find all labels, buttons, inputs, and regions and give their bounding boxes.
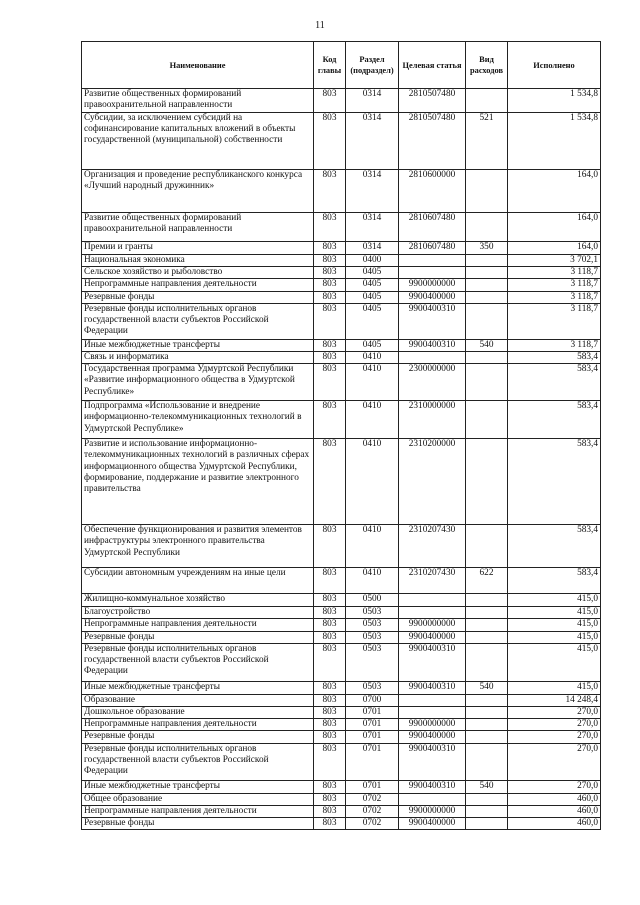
cell-target: 9900400000 (399, 818, 466, 830)
cell-amount: 583,4 (508, 352, 601, 364)
cell-section: 0314 (346, 170, 399, 213)
cell-amount: 583,4 (508, 568, 601, 594)
table-row (82, 694, 601, 706)
cell-target (399, 255, 466, 267)
table-row (82, 364, 601, 401)
cell-type (466, 401, 508, 439)
cell-section: 0410 (346, 352, 399, 364)
cell-target: 2810600000 (399, 170, 466, 213)
cell-target: 9900400000 (399, 731, 466, 743)
cell-code: 803 (314, 242, 346, 255)
cell-code: 803 (314, 401, 346, 439)
cell-section: 0702 (346, 805, 399, 817)
table-row (82, 568, 601, 594)
cell-type (466, 364, 508, 401)
cell-amount: 415,0 (508, 643, 601, 681)
table-row (82, 170, 601, 213)
cell-type (466, 619, 508, 631)
cell-code: 803 (314, 607, 346, 619)
cell-code: 803 (314, 643, 346, 681)
cell-section: 0314 (346, 213, 399, 242)
cell-code: 803 (314, 694, 346, 706)
cell-amount: 415,0 (508, 607, 601, 619)
cell-name: Развитие и использование информационно-телекоммуникационных технологий в различных сферах информационного общества Удмуртской Республики, формирование, поддержание и развитие электронного правительства (82, 439, 314, 525)
cell-name: Иные межбюджетные трансферты (82, 339, 314, 351)
cell-code: 803 (314, 525, 346, 568)
header-amount: Исполнено (508, 42, 601, 89)
cell-amount: 270,0 (508, 743, 601, 780)
cell-section: 0314 (346, 89, 399, 113)
cell-target: 2810607480 (399, 213, 466, 242)
cell-code: 803 (314, 707, 346, 719)
cell-code: 803 (314, 339, 346, 351)
cell-name: Резервные фонды исполнительных органов государственной власти субъектов Российской Федерации (82, 303, 314, 339)
cell-target: 9900000000 (399, 805, 466, 817)
cell-target: 2810507480 (399, 113, 466, 170)
cell-target (399, 793, 466, 805)
cell-section: 0700 (346, 694, 399, 706)
cell-section: 0503 (346, 619, 399, 631)
cell-amount: 583,4 (508, 401, 601, 439)
table-row (82, 643, 601, 681)
cell-code: 803 (314, 439, 346, 525)
cell-target: 9900400310 (399, 339, 466, 351)
cell-type (466, 89, 508, 113)
cell-type (466, 707, 508, 719)
cell-type (466, 303, 508, 339)
table-row (82, 631, 601, 643)
cell-amount: 164,0 (508, 213, 601, 242)
table-row (82, 255, 601, 267)
table-row (82, 681, 601, 694)
table-row (82, 303, 601, 339)
cell-type (466, 607, 508, 619)
cell-section: 0503 (346, 681, 399, 694)
cell-target: 2810607480 (399, 242, 466, 255)
cell-name: Иные межбюджетные трансферты (82, 780, 314, 793)
cell-name: Премии и гранты (82, 242, 314, 255)
cell-amount: 583,4 (508, 525, 601, 568)
cell-code: 803 (314, 805, 346, 817)
table-row (82, 279, 601, 291)
cell-code: 803 (314, 113, 346, 170)
cell-type (466, 719, 508, 731)
cell-section: 0503 (346, 631, 399, 643)
header-type: Вид расходов (466, 42, 508, 89)
cell-name: Субсидии, за исключением субсидий на софинансирование капитальных вложений в объекты государственной (муниципальной) собственности (82, 113, 314, 170)
cell-section: 0410 (346, 568, 399, 594)
cell-section: 0701 (346, 743, 399, 780)
cell-amount: 3 118,7 (508, 279, 601, 291)
cell-amount: 270,0 (508, 707, 601, 719)
cell-section: 0702 (346, 818, 399, 830)
cell-amount: 164,0 (508, 170, 601, 213)
cell-target: 9900400000 (399, 291, 466, 303)
cell-target: 9900400310 (399, 681, 466, 694)
cell-section: 0410 (346, 364, 399, 401)
cell-name: Непрограммные направления деятельности (82, 805, 314, 817)
cell-target: 9900400310 (399, 780, 466, 793)
cell-code: 803 (314, 631, 346, 643)
cell-name: Развитие общественных формирований правоохранительной направленности (82, 89, 314, 113)
cell-code: 803 (314, 594, 346, 607)
cell-amount: 270,0 (508, 731, 601, 743)
table-row (82, 707, 601, 719)
cell-code: 803 (314, 780, 346, 793)
table-row (82, 793, 601, 805)
cell-code: 803 (314, 818, 346, 830)
cell-code: 803 (314, 291, 346, 303)
cell-name: Непрограммные направления деятельности (82, 619, 314, 631)
cell-name: Образование (82, 694, 314, 706)
cell-section: 0701 (346, 719, 399, 731)
table-row (82, 607, 601, 619)
cell-target: 2300000000 (399, 364, 466, 401)
cell-target (399, 694, 466, 706)
cell-type (466, 793, 508, 805)
table-header-row (82, 42, 601, 89)
cell-name: Организация и проведение республиканского конкурса «Лучший народный дружинник» (82, 170, 314, 213)
cell-type (466, 694, 508, 706)
cell-name: Субсидии автономным учреждениям на иные цели (82, 568, 314, 594)
cell-section: 0410 (346, 439, 399, 525)
cell-target (399, 607, 466, 619)
cell-name: Государственная программа Удмуртской Республики «Развитие информационного общества в Удмуртской Республике» (82, 364, 314, 401)
cell-target: 2310200000 (399, 439, 466, 525)
cell-name: Обеспечение функционирования и развития элементов инфраструктуры электронного правительства Удмуртской Республики (82, 525, 314, 568)
cell-type: 622 (466, 568, 508, 594)
cell-type (466, 643, 508, 681)
table-row (82, 339, 601, 351)
cell-amount: 3 118,7 (508, 291, 601, 303)
cell-section: 0405 (346, 339, 399, 351)
header-section: Раздел (подраздел) (346, 42, 399, 89)
cell-type (466, 818, 508, 830)
cell-code: 803 (314, 619, 346, 631)
cell-section: 0405 (346, 291, 399, 303)
cell-section: 0701 (346, 731, 399, 743)
cell-amount: 164,0 (508, 242, 601, 255)
table-row (82, 805, 601, 817)
cell-amount: 270,0 (508, 719, 601, 731)
cell-type (466, 743, 508, 780)
cell-code: 803 (314, 279, 346, 291)
cell-code: 803 (314, 568, 346, 594)
cell-type (466, 213, 508, 242)
cell-amount: 3 702,1 (508, 255, 601, 267)
cell-type (466, 439, 508, 525)
cell-code: 803 (314, 793, 346, 805)
cell-target (399, 594, 466, 607)
cell-name: Благоустройство (82, 607, 314, 619)
cell-target: 9900400310 (399, 643, 466, 681)
header-target: Целевая статья (399, 42, 466, 89)
cell-target: 2310207430 (399, 525, 466, 568)
table-row (82, 525, 601, 568)
cell-amount: 14 248,4 (508, 694, 601, 706)
cell-code: 803 (314, 743, 346, 780)
cell-amount: 3 118,7 (508, 267, 601, 279)
cell-target (399, 707, 466, 719)
table-row (82, 352, 601, 364)
cell-name: Связь и информатика (82, 352, 314, 364)
cell-code: 803 (314, 719, 346, 731)
cell-amount: 3 118,7 (508, 339, 601, 351)
cell-target: 2310207430 (399, 568, 466, 594)
cell-amount: 270,0 (508, 780, 601, 793)
table-row (82, 401, 601, 439)
cell-type (466, 352, 508, 364)
cell-name: Развитие общественных формирований правоохранительной направленности (82, 213, 314, 242)
table-row (82, 594, 601, 607)
cell-amount: 583,4 (508, 439, 601, 525)
cell-section: 0503 (346, 643, 399, 681)
cell-section: 0314 (346, 113, 399, 170)
cell-code: 803 (314, 267, 346, 279)
cell-section: 0410 (346, 525, 399, 568)
cell-name: Резервные фонды (82, 631, 314, 643)
cell-type: 540 (466, 780, 508, 793)
table-row (82, 743, 601, 780)
table-row (82, 213, 601, 242)
cell-name: Резервные фонды (82, 291, 314, 303)
cell-section: 0701 (346, 707, 399, 719)
cell-code: 803 (314, 681, 346, 694)
cell-amount: 415,0 (508, 631, 601, 643)
table-row (82, 619, 601, 631)
cell-name: Общее образование (82, 793, 314, 805)
cell-code: 803 (314, 213, 346, 242)
cell-type (466, 279, 508, 291)
cell-code: 803 (314, 303, 346, 339)
cell-name: Непрограммные направления деятельности (82, 279, 314, 291)
cell-amount: 460,0 (508, 805, 601, 817)
cell-section: 0400 (346, 255, 399, 267)
table-row (82, 818, 601, 830)
cell-type (466, 170, 508, 213)
cell-section: 0314 (346, 242, 399, 255)
cell-target: 9900000000 (399, 619, 466, 631)
cell-type: 521 (466, 113, 508, 170)
table-row (82, 113, 601, 170)
cell-name: Жилищно-коммунальное хозяйство (82, 594, 314, 607)
cell-name: Подпрограмма «Использование и внедрение информационно-телекоммуникационных технологий в Удмуртской Республике» (82, 401, 314, 439)
header-code: Код главы (314, 42, 346, 89)
cell-name: Иные межбюджетные трансферты (82, 681, 314, 694)
cell-section: 0503 (346, 607, 399, 619)
table-row (82, 242, 601, 255)
table-row (82, 719, 601, 731)
cell-name: Резервные фонды (82, 731, 314, 743)
cell-target (399, 267, 466, 279)
cell-type (466, 525, 508, 568)
cell-code: 803 (314, 170, 346, 213)
cell-amount: 415,0 (508, 619, 601, 631)
page-number: 11 (315, 20, 325, 31)
table-body (82, 89, 601, 830)
cell-type (466, 631, 508, 643)
cell-code: 803 (314, 89, 346, 113)
cell-type (466, 255, 508, 267)
cell-code: 803 (314, 352, 346, 364)
cell-amount: 415,0 (508, 681, 601, 694)
cell-target: 9900000000 (399, 719, 466, 731)
cell-target: 2310000000 (399, 401, 466, 439)
cell-section: 0405 (346, 303, 399, 339)
cell-section: 0500 (346, 594, 399, 607)
cell-code: 803 (314, 255, 346, 267)
cell-name: Резервные фонды исполнительных органов государственной власти субъектов Российской Федерации (82, 743, 314, 780)
cell-section: 0702 (346, 793, 399, 805)
cell-section: 0405 (346, 267, 399, 279)
cell-target: 2810507480 (399, 89, 466, 113)
cell-target: 9900400310 (399, 743, 466, 780)
cell-type (466, 805, 508, 817)
cell-type (466, 291, 508, 303)
budget-execution-table (81, 41, 601, 830)
cell-name: Дошкольное образование (82, 707, 314, 719)
cell-amount: 583,4 (508, 364, 601, 401)
cell-target (399, 352, 466, 364)
cell-name: Национальная экономика (82, 255, 314, 267)
cell-type: 350 (466, 242, 508, 255)
cell-section: 0405 (346, 279, 399, 291)
cell-type (466, 594, 508, 607)
cell-type: 540 (466, 339, 508, 351)
header-name: Наименование (82, 42, 314, 89)
table-row (82, 780, 601, 793)
table-row (82, 89, 601, 113)
table-row (82, 439, 601, 525)
cell-type: 540 (466, 681, 508, 694)
cell-amount: 3 118,7 (508, 303, 601, 339)
cell-target: 9900400000 (399, 631, 466, 643)
cell-amount: 415,0 (508, 594, 601, 607)
table-row (82, 291, 601, 303)
cell-target: 9900000000 (399, 279, 466, 291)
table-row (82, 267, 601, 279)
cell-code: 803 (314, 364, 346, 401)
cell-amount: 1 534,8 (508, 113, 601, 170)
cell-section: 0701 (346, 780, 399, 793)
cell-amount: 460,0 (508, 793, 601, 805)
cell-type (466, 731, 508, 743)
cell-section: 0410 (346, 401, 399, 439)
cell-name: Резервные фонды исполнительных органов государственной власти субъектов Российской Федерации (82, 643, 314, 681)
cell-amount: 1 534,8 (508, 89, 601, 113)
cell-code: 803 (314, 731, 346, 743)
table-row (82, 731, 601, 743)
cell-target: 9900400310 (399, 303, 466, 339)
cell-type (466, 267, 508, 279)
cell-name: Резервные фонды (82, 818, 314, 830)
cell-name: Непрограммные направления деятельности (82, 719, 314, 731)
cell-amount: 460,0 (508, 818, 601, 830)
cell-name: Сельское хозяйство и рыболовство (82, 267, 314, 279)
